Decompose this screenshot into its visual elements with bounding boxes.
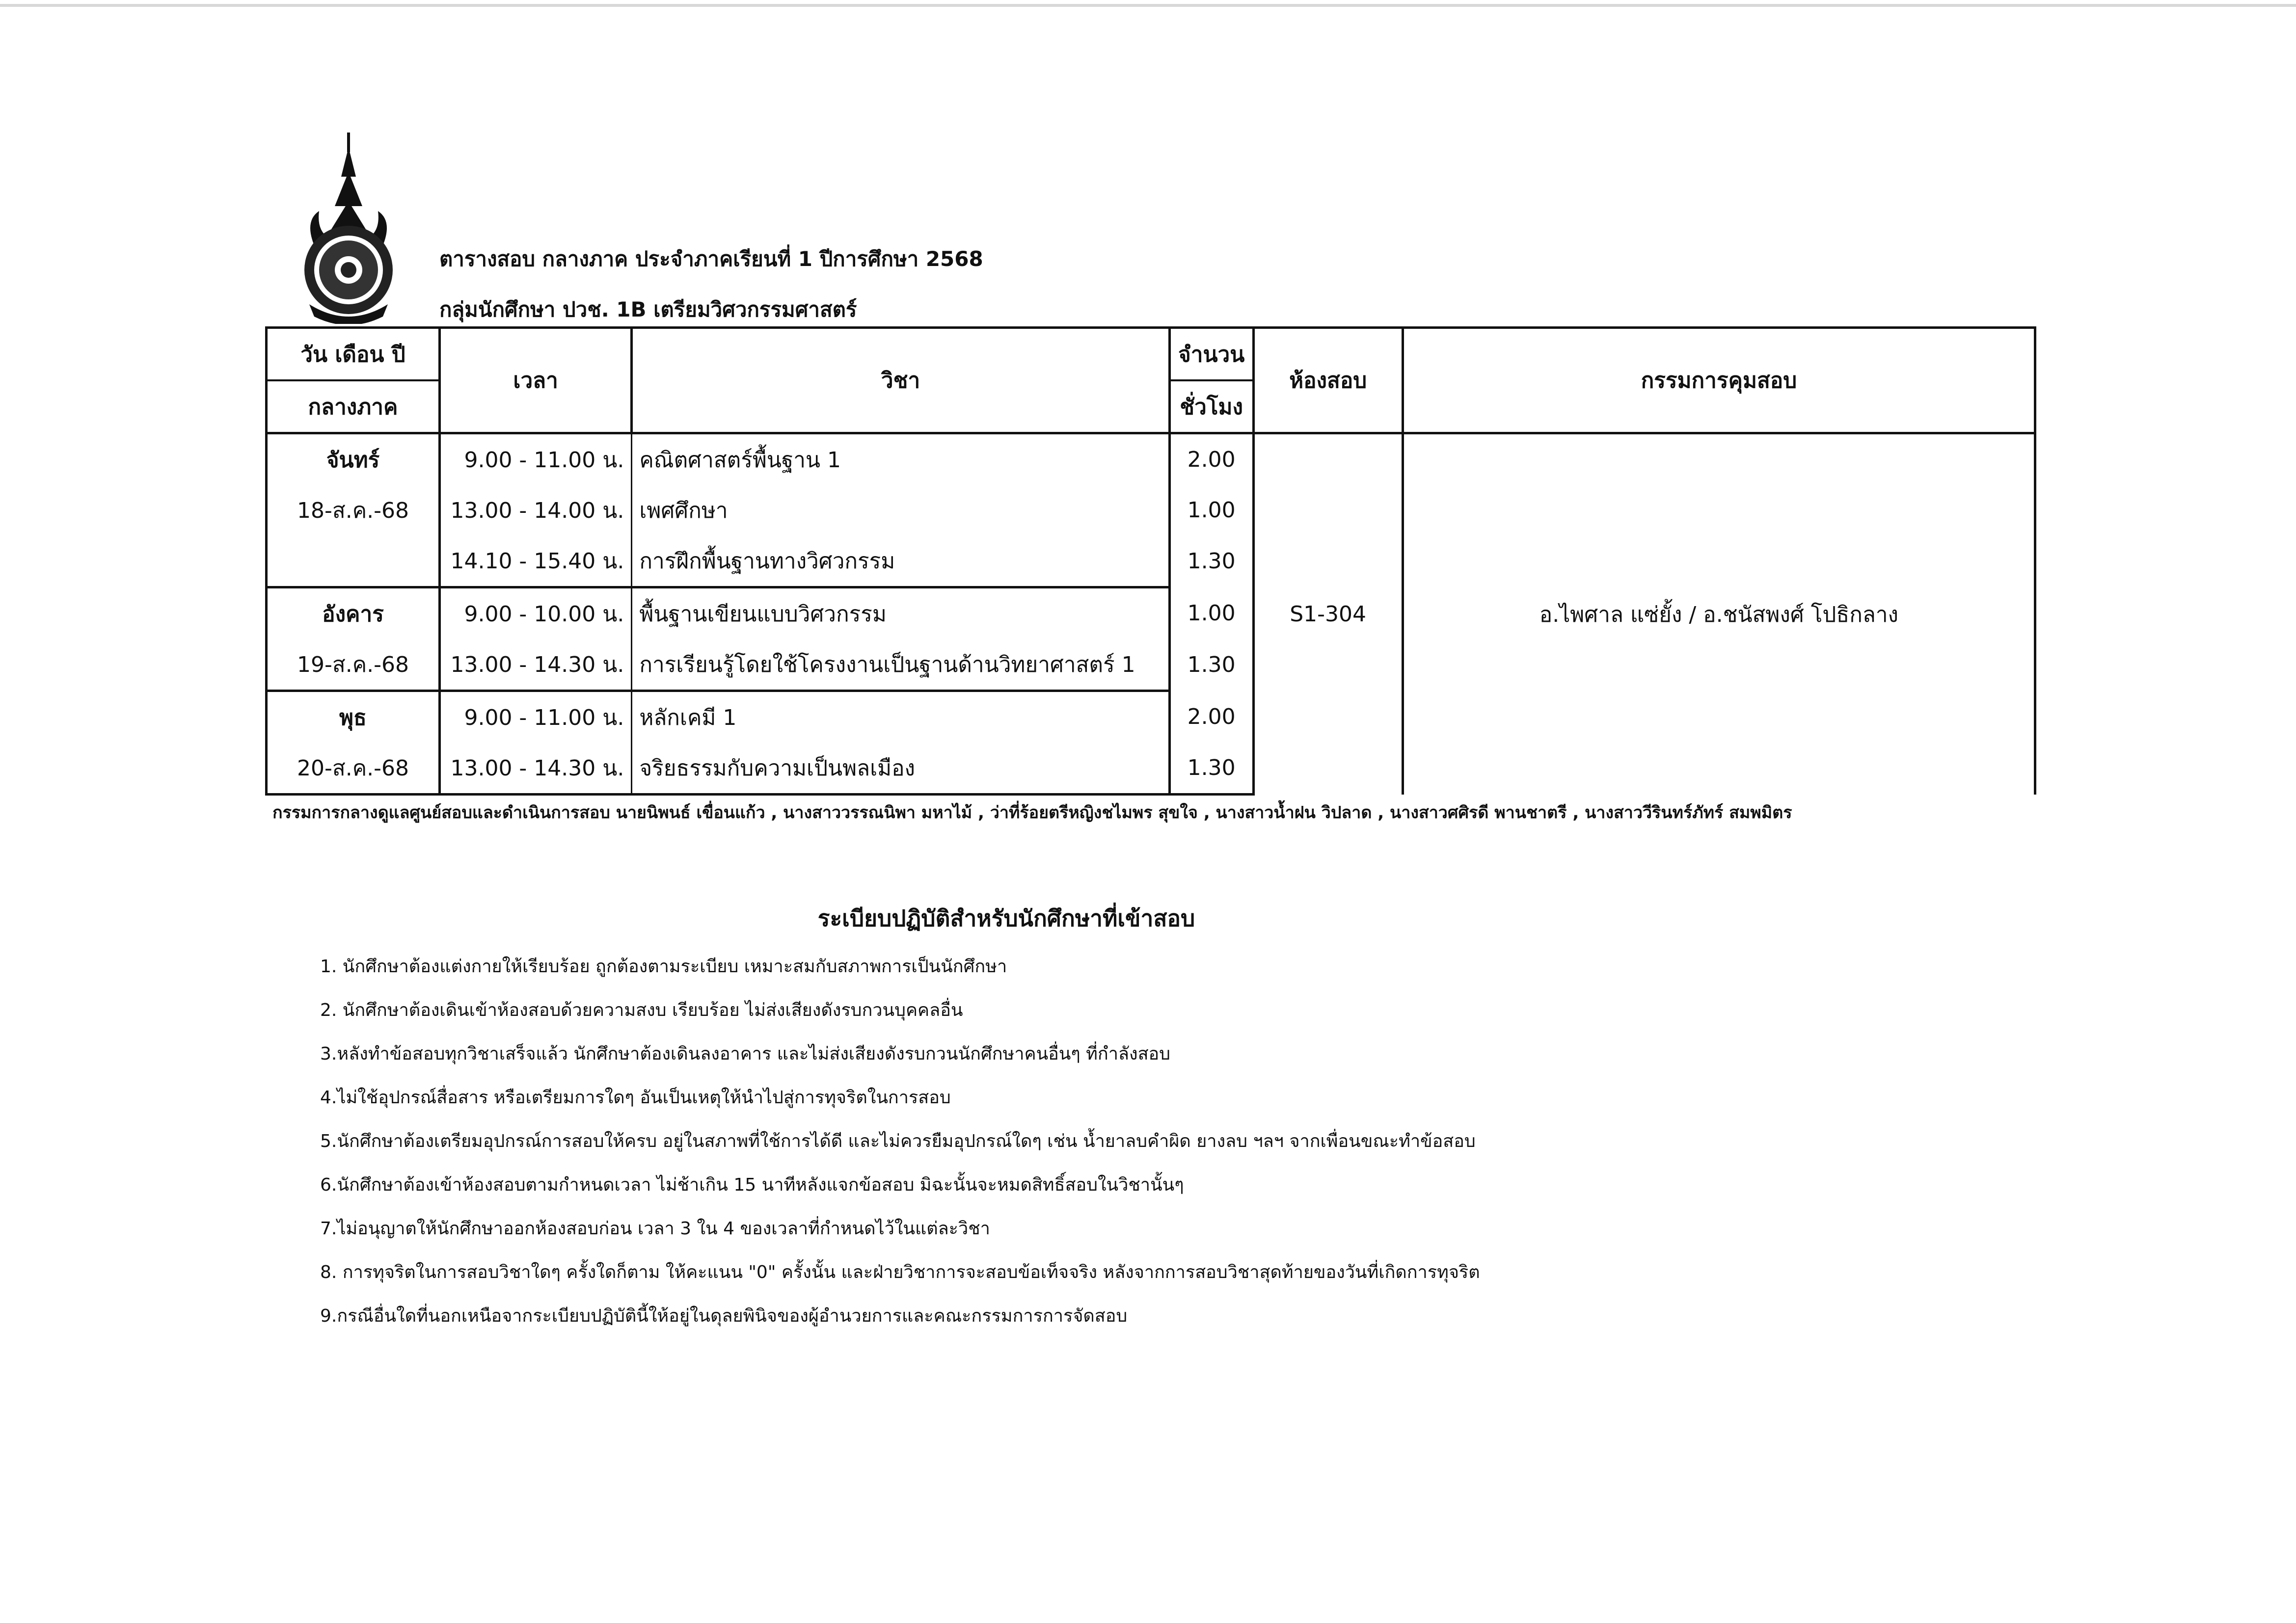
institution-emblem-icon bbox=[299, 133, 398, 324]
date-cell: 18-ส.ค.-68 bbox=[267, 485, 440, 535]
header-hours-sub: ชั่วโมง bbox=[1169, 380, 1253, 433]
scan-top-edge bbox=[0, 4, 2296, 7]
rule-item: 8. การทุจริตในการสอบวิชาใดๆ ครั้งใดก็ตาม ให้คะแนน "0" ครั้งนั้น และฝ่ายวิชาการจะสอบข้อเท็จจริง หลังจากการสอบวิชาสุดท้ายของวันที่เกิดการทุจริต bbox=[320, 1262, 1480, 1282]
hours-cell: 1.00 bbox=[1169, 587, 1253, 639]
hours-cell: 1.30 bbox=[1169, 743, 1253, 795]
subject-cell: การเรียนรู้โดยใช้โครงงานเป็นฐานด้านวิทยาศาสตร์ 1 bbox=[632, 639, 1169, 691]
rule-item: 1. นักศึกษาต้องแต่งกายให้เรียบร้อย ถูกต้องตามระเบียบ เหมาะสมกับสภาพการเป็นนักศึกษา bbox=[320, 957, 1007, 977]
time-cell: 9.00 - 11.00 น. bbox=[439, 691, 631, 743]
rules-title: ระเบียบปฏิบัติสำหรับนักศึกษาที่เข้าสอบ bbox=[817, 905, 1195, 931]
subject-cell: การฝึกพื้นฐานทางวิศวกรรม bbox=[632, 535, 1169, 587]
hours-cell: 1.30 bbox=[1169, 535, 1253, 587]
time-cell: 9.00 - 10.00 น. bbox=[439, 587, 631, 639]
time-cell: 13.00 - 14.30 น. bbox=[439, 743, 631, 795]
header-hours: จำนวน bbox=[1169, 328, 1253, 381]
time-cell: 13.00 - 14.00 น. bbox=[439, 485, 631, 535]
date-cell: พุธ bbox=[267, 691, 440, 743]
subject-cell: จริยธรรมกับความเป็นพลเมือง bbox=[632, 743, 1169, 795]
proctor-cell: อ.ไพศาล แซ่ยั้ง / อ.ชนัสพงศ์ โปธิกลาง bbox=[1403, 433, 2035, 795]
rule-item: 7.ไม่อนุญาตให้นักศึกษาออกห้องสอบก่อน เวลา 3 ใน 4 ของเวลาที่กำหนดไว้ในแต่ละวิชา bbox=[320, 1219, 990, 1239]
time-cell: 13.00 - 14.30 น. bbox=[439, 639, 631, 691]
header-room: ห้องสอบ bbox=[1253, 328, 1403, 433]
table-header-row bbox=[267, 328, 2035, 381]
rule-item: 9.กรณีอื่นใดที่นอกเหนือจากระเบียบปฏิบัตินี้ให้อยู่ในดุลยพินิจของผู้อำนวยการและคณะกรรมการการจัดสอบ bbox=[320, 1306, 1128, 1326]
student-group-line: กลุ่มนักศึกษา ปวช. 1B เตรียมวิศวกรรมศาสตร์ bbox=[439, 297, 857, 321]
subject-cell: พื้นฐานเขียนแบบวิศวกรรม bbox=[632, 587, 1169, 639]
header-date-sub: กลางภาค bbox=[267, 380, 440, 433]
date-cell: จันทร์ bbox=[267, 433, 440, 485]
subject-cell: คณิตศาสตร์พื้นฐาน 1 bbox=[632, 433, 1169, 485]
central-supervisors-line: กรรมการกลางดูแลศูนย์สอบและดำเนินการสอบ นายนิพนธ์ เขื่อนแก้ว , นางสาววรรณนิพา มหาไม้ , ว่าที่ร้อยตรีหญิงชไมพร สุขใจ , นางสาวน้ำฝน วิปลาด , นางสาวศศิรดี พานชาตรี , นางสาววีรินทร์ภัทร์ สมพมิตร bbox=[272, 803, 1792, 823]
date-cell: 19-ส.ค.-68 bbox=[267, 639, 440, 691]
date-cell: 20-ส.ค.-68 bbox=[267, 743, 440, 795]
subject-cell: หลักเคมี 1 bbox=[632, 691, 1169, 743]
table-row bbox=[267, 433, 2035, 485]
header-subject: วิชา bbox=[632, 328, 1169, 433]
header-date: วัน เดือน ปี bbox=[267, 328, 440, 381]
header-proctor: กรรมการคุมสอบ bbox=[1403, 328, 2035, 433]
hours-cell: 1.30 bbox=[1169, 639, 1253, 691]
exam-schedule-table bbox=[265, 326, 2036, 796]
rules-list bbox=[320, 955, 1480, 1348]
hours-cell: 1.00 bbox=[1169, 485, 1253, 535]
time-cell: 9.00 - 11.00 น. bbox=[439, 433, 631, 485]
rule-item: 6.นักศึกษาต้องเข้าห้องสอบตามกำหนดเวลา ไม่ช้าเกิน 15 นาทีหลังแจกข้อสอบ มิฉะนั้นจะหมดสิทธิ์สอบในวิชานั้นๆ bbox=[320, 1175, 1184, 1195]
date-cell bbox=[267, 535, 440, 587]
exam-room-cell: S1-304 bbox=[1253, 433, 1403, 795]
hours-cell: 2.00 bbox=[1169, 691, 1253, 743]
exam-schedule-title: ตารางสอบ กลางภาค ประจำภาคเรียนที่ 1 ปีการศึกษา 2568 bbox=[439, 247, 983, 271]
rule-item: 3.หลังทำข้อสอบทุกวิชาเสร็จแล้ว นักศึกษาต้องเดินลงอาคาร และไม่ส่งเสียงดังรบกวนนักศึกษาคนอื่นๆ ที่กำลังสอบ bbox=[320, 1044, 1171, 1064]
rule-item: 5.นักศึกษาต้องเตรียมอุปกรณ์การสอบให้ครบ อยู่ในสภาพที่ใช้การได้ดี และไม่ควรยืมอุปกรณ์ใดๆ เช่น น้ำยาลบคำผิด ยางลบ ฯลฯ จากเพื่อนขณะทำข้อสอบ bbox=[320, 1131, 1476, 1151]
rule-item: 4.ไม่ใช้อุปกรณ์สื่อสาร หรือเตรียมการใดๆ อันเป็นเหตุให้นำไปสู่การทุจริตในการสอบ bbox=[320, 1088, 951, 1108]
subject-cell: เพศศึกษา bbox=[632, 485, 1169, 535]
header-time: เวลา bbox=[439, 328, 631, 433]
time-cell: 14.10 - 15.40 น. bbox=[439, 535, 631, 587]
hours-cell: 2.00 bbox=[1169, 433, 1253, 485]
rule-item: 2. นักศึกษาต้องเดินเข้าห้องสอบด้วยความสงบ เรียบร้อย ไม่ส่งเสียงดังรบกวนบุคคลอื่น bbox=[320, 1000, 963, 1020]
date-cell: อังคาร bbox=[267, 587, 440, 639]
